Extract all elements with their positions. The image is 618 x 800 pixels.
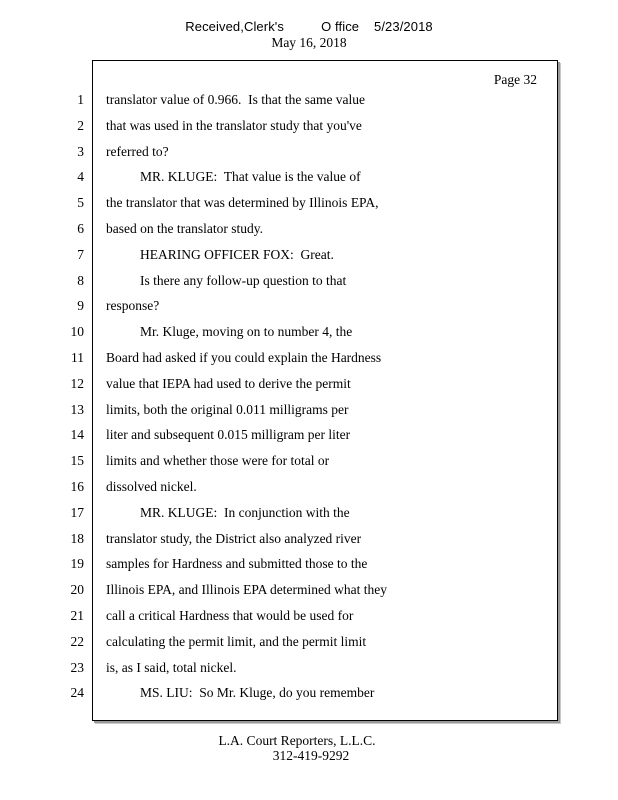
transcript-line: calculating the permit limit, and the permit limit bbox=[106, 634, 367, 649]
transcript-line: is, as I said, total nickel. bbox=[106, 660, 237, 675]
line-number: 24 bbox=[70, 685, 84, 700]
line-number: 12 bbox=[70, 376, 84, 391]
line-number: 15 bbox=[70, 453, 84, 468]
transcript-line: value that IEPA had used to derive the permit bbox=[106, 376, 351, 391]
transcript-line: the translator that was determined by Illinois EPA, bbox=[106, 195, 379, 210]
transcript-line: that was used in the translator study that you've bbox=[106, 118, 362, 133]
line-number: 9 bbox=[77, 298, 84, 313]
line-number: 17 bbox=[70, 505, 84, 520]
transcript-line: liter and subsequent 0.015 milligram per liter bbox=[106, 427, 351, 442]
transcript-date: May 16, 2018 bbox=[271, 35, 347, 50]
transcript-line: limits, both the original 0.011 milligrams per bbox=[106, 402, 349, 417]
line-number: 18 bbox=[70, 531, 84, 546]
transcript-line: translator study, the District also analyzed river bbox=[106, 531, 362, 546]
line-number: 16 bbox=[70, 479, 84, 494]
line-number: 20 bbox=[70, 582, 84, 597]
transcript-line: Is there any follow-up question to that bbox=[140, 273, 347, 288]
line-number: 23 bbox=[70, 660, 84, 675]
transcript-line: Board had asked if you could explain the Hardness bbox=[106, 350, 382, 365]
line-number: 13 bbox=[70, 402, 84, 417]
received-stamp bbox=[0, 19, 618, 34]
transcript-line: MS. LIU: So Mr. Kluge, do you remember bbox=[140, 685, 375, 700]
line-number: 8 bbox=[77, 273, 84, 288]
line-number: 14 bbox=[70, 427, 84, 442]
transcript-line: HEARING OFFICER FOX: Great. bbox=[140, 247, 334, 262]
stamp-date-text: 5/23/2018 bbox=[374, 19, 433, 34]
footer-company: L.A. Court Reporters, L.L.C. bbox=[218, 733, 376, 748]
stamp-received-text: Received,Clerk's bbox=[185, 19, 284, 34]
line-number: 22 bbox=[70, 634, 84, 649]
transcript-line: MR. KLUGE: That value is the value of bbox=[140, 169, 361, 184]
transcript-line: referred to? bbox=[106, 144, 169, 159]
page-number: Page 32 bbox=[493, 72, 537, 87]
transcript-line: samples for Hardness and submitted those to the bbox=[106, 556, 368, 571]
transcript-line: limits and whether those were for total or bbox=[106, 453, 330, 468]
line-number: 5 bbox=[77, 195, 84, 210]
transcript-line: Illinois EPA, and Illinois EPA determined what they bbox=[106, 582, 387, 597]
transcript-line: Mr. Kluge, moving on to number 4, the bbox=[140, 324, 353, 339]
line-number: 1 bbox=[77, 92, 84, 107]
line-number: 6 bbox=[77, 221, 84, 236]
line-number: 10 bbox=[70, 324, 84, 339]
stamp-office-text: O ffice bbox=[321, 19, 360, 34]
transcript-line: call a critical Hardness that would be used for bbox=[106, 608, 354, 623]
line-number: 7 bbox=[77, 247, 84, 262]
line-number: 3 bbox=[77, 144, 84, 159]
line-number: 11 bbox=[71, 350, 84, 365]
line-number: 21 bbox=[70, 608, 84, 623]
transcript-line: translator value of 0.966. Is that the same value bbox=[106, 92, 366, 107]
line-number: 19 bbox=[70, 556, 84, 571]
transcript-line: based on the translator study. bbox=[106, 221, 263, 236]
transcript-line: dissolved nickel. bbox=[106, 479, 197, 494]
transcript-line: MR. KLUGE: In conjunction with the bbox=[140, 505, 350, 520]
transcript-line: response? bbox=[106, 298, 160, 313]
line-number: 4 bbox=[77, 169, 84, 184]
line-number: 2 bbox=[77, 118, 84, 133]
footer-phone: 312-419-9292 bbox=[272, 748, 350, 763]
